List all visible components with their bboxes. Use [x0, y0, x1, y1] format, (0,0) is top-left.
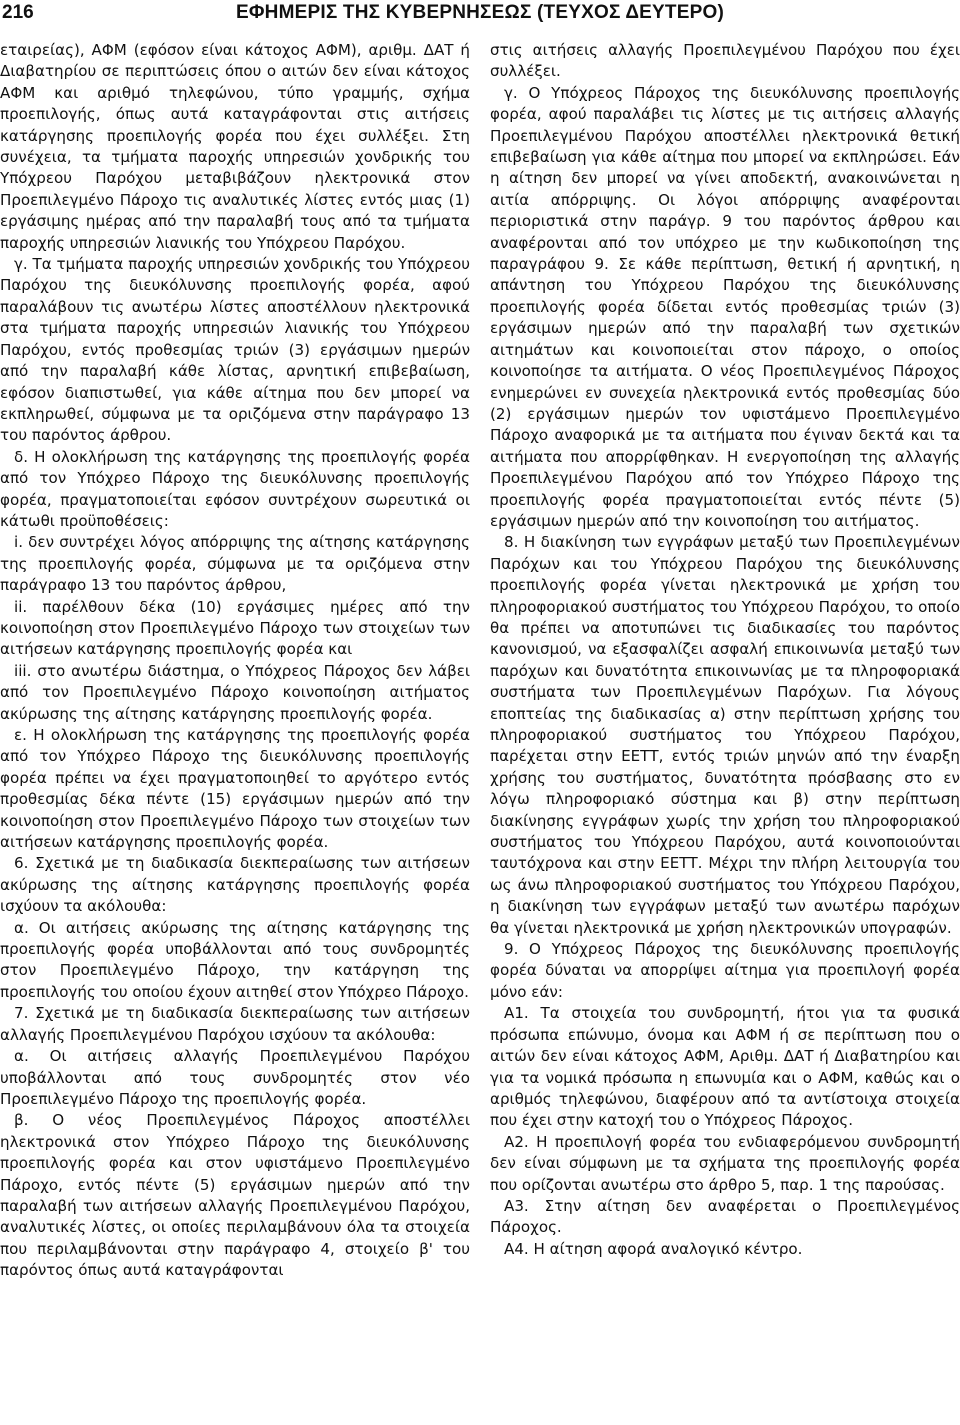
paragraph: α. Οι αιτήσεις ακύρωσης της αίτησης κατάργησης της προεπιλογής φορέα υποβάλλονται από τους συνδρομητές στον Προεπιλεγμένο Πάροχο, την κατάργηση της προεπιλογής του οποίου έχουν αιτηθεί στον Υπόχρεο Πάροχο. [0, 918, 470, 1001]
paragraph: α. Οι αιτήσεις αλλαγής Προεπιλεγμένου Παρόχου υποβάλλονται από τους συνδρομητές στον νέο Προεπιλεγμένο Πάροχο της προεπιλογής φορέα. [0, 1047, 470, 1108]
paragraph: Α2. Η προεπιλογή φορέα του ενδιαφερόμενου συνδρομητή δεν είναι σύμφωνη με τα σχήματα της προεπιλογής φορέα που ορίζονται ανωτέρω στο άρθρο 5, παρ. 1 της παρούσας. [490, 1132, 960, 1194]
paragraph: στις αιτήσεις αλλαγής Προεπιλεγμένου Παρόχου που έχει συλλέξει. [490, 41, 960, 81]
paragraph: 8. Η διακίνηση των εγγράφων μεταξύ των Προεπιλεγμένων Παρόχων και του Υπόχρεου Παρόχου της διευκόλυνσης προεπιλογής φορέα γίνεται ηλεκτρονικά με χρήση του πληροφοριακού συστήματος του Υπόχρεου Παρόχου, το οποίο θα πρέπει να αποτυπώνει τις διαδικασίες του παρόντος κανονισμού, να εξασφαλίζει ασφαλή επικοινωνία μεταξύ των παρόχων και δυνατότητα επικοινωνίας με τα πληροφοριακά συστήματα των Προεπιλεγμένων Παρόχων. Για λόγους εποπτείας της διαδικασίας α) στην περίπτωση χρήσης του πληροφοριακού συστήματος του Υπόχρεου Παρόχου, παρέχεται στην ΕΕΤΤ, εντός τριών μηνών από την έναρξη χρήσης του συστήματος, δυνατότητα πρόσβασης στο εν λόγω πληροφοριακό σύστημα και β) στην περίπτωση διακίνησης εγγράφων χωρίς την χρήση του πληροφοριακού συστήματος του Υπόχρεου Παρόχου, αυτά κοινοποιούνται ταυτόχρονα και στην ΕΕΤΤ. Μέχρι την πλήρη λειτουργία του ως άνω πληροφοριακού συστήματος του Υπόχρεου Παρόχου, η διακίνηση των εγγράφων μεταξύ των ανωτέρω παρόχων θα γίνεται ηλεκτρονικά με χρήση ηλεκτρονικών υπογραφών. [490, 533, 960, 937]
right-column [490, 40, 960, 1425]
paragraph: iii. στο ανωτέρω διάστημα, ο Υπόχρεος Πάροχος δεν λάβει από τον Προεπιλεγμένο Πάροχο κοινοποίηση αιτήματος ακύρωσης της αίτησης κατάργησης προεπιλογής φορέα. [0, 661, 470, 723]
paragraph: δ. Η ολοκλήρωση της κατάργησης της προεπιλογής φορέα από τον Υπόχρεο Πάροχο της διευκόλυνσης προεπιλογής φορέα, πραγματοποιείται εφόσον συντρέχουν σωρευτικά οι κάτωθι προϋποθέσεις: [0, 447, 470, 530]
paragraph: ε. Η ολοκλήρωση της κατάργησης της προεπιλογής φορέα από τον Υπόχρεο Πάροχο της διευκόλυνσης προεπιλογής φορέα πρέπει να έχει πραγματοποιηθεί το αργότερο εντός προθεσμίας δέκα πέντε (15) εργάσιμων ημερών από την κοινοποίηση στον Προεπιλεγμένο Πάροχο των στοιχείων των αιτήσεων κατάργησης προεπιλογής φορέα. [0, 726, 470, 852]
paragraph: 7. Σχετικά με τη διαδικασία διεκπεραίωσης των αιτήσεων αλλαγής Προεπιλεγμένου Παρόχου ισχύουν τα ακόλουθα: [0, 1004, 470, 1044]
paragraph: β. Ο νέος Προεπιλεγμένος Πάροχος αποστέλλει ηλεκτρονικά στον Υπόχρεο Πάροχο της διευκόλυνσης προεπιλογής φορέα και στον υφιστάμενο Προεπιλεγμένο Πάροχο, εντός πέντε (5) εργάσιμων ημερών από την παραλαβή των αιτήσεων αλλαγής Προεπιλεγμένου Παρόχου, αναλυτικές λίστες, οι οποίες περιλαμβάνουν όλα τα στοιχεία που περιλαμβάνονται στην παράγραφο 4, στοιχείο β' του παρόντος όπως αυτά καταγράφονται [0, 1111, 470, 1280]
paragraph: 9. Ο Υπόχρεος Πάροχος της διευκόλυνσης προεπιλογής φορέα δύναται να απορρίψει αίτημα για προεπιλογή φορέα μόνο εάν: [490, 940, 960, 1001]
paragraph: i. δεν συντρέχει λόγος απόρριψης της αίτησης κατάργησης της προεπιλογής φορέα, σύμφωνα με τα οριζόμενα στην παράγραφο 13 του παρόντος άρθρου, [0, 533, 470, 595]
paragraph: Α1. Τα στοιχεία του συνδρομητή, ήτοι για τα φυσικά πρόσωπα επώνυμο, όνομα και ΑΦΜ ή σε περίπτωση που ο αιτών δεν είναι κάτοχος ΑΦΜ, Αριθμ. ΔΑΤ ή Διαβατηρίου και για τα νομικά πρόσωπα η επωνυμία και ο ΑΦΜ, καθώς και ο αριθμός τηλεφώνου, διαφέρουν από τα αντίστοιχα στοιχεία που έχει στην κατοχή του ο Υπόχρεος Πάροχος. [490, 1004, 960, 1130]
paragraph: ii. παρέλθουν δέκα (10) εργάσιμες ημέρες από την κοινοποίηση στον Προεπιλεγμένο Πάροχο των στοιχείων των αιτήσεων κατάργησης προεπιλογής φορέα και [0, 597, 470, 659]
paragraph: Α3. Στην αίτηση δεν αναφέρεται ο Προεπιλεγμένος Πάροχος. [490, 1196, 960, 1237]
paragraph: γ. Τα τμήματα παροχής υπηρεσιών χονδρικής του Υπόχρεου Παρόχου της διευκόλυνσης προεπιλογής φορέα, αφού παραλάβουν τις ανωτέρω λίστες αποστέλλουν ηλεκτρονικά στα τμήματα παροχής υπηρεσιών λιανικής του Υπόχρεου Παρόχου, εντός προθεσμίας τριών (3) εργάσιμων ημερών από την παραλαβή κάθε λίστας, αρνητική επιβεβαίωση, εφόσον διαπιστωθεί, για κάθε αίτημα που δεν μπορεί να εκπληρωθεί, σύμφωνα με τα οριζόμενα στην παράγραφο 13 του παρόντος άρθρου. [0, 255, 470, 445]
paragraph: Α4. Η αίτηση αφορά αναλογικό κέντρο. [504, 1239, 803, 1258]
page-header [0, 0, 960, 36]
gazette-title: ΕΦΗΜΕΡΙΣ ΤΗΣ ΚΥΒΕΡΝΗΣΕΩΣ (ΤΕΥΧΟΣ ΔΕΥΤΕΡΟ) [236, 2, 724, 23]
left-column [0, 40, 470, 1425]
paragraph: εταιρείας), ΑΦΜ (εφόσον είναι κάτοχος ΑΦΜ), αριθμ. ΔΑΤ ή Διαβατηρίου σε περιπτώσεις όπου ο αιτών δεν είναι κάτοχος ΑΦΜ και αριθμό τηλεφώνου, τύπο γραμμής, σχήμα προεπιλογής, όπως αυτά καταγράφονται στις αιτήσεις κατάργησης προεπιλογής φορέα που έχει συλλέξει. Στη συνέχεια, τα τμήματα παροχής υπηρεσιών χονδρικής του Υπόχρεου Παρόχου μεταβιβάζουν ηλεκτρονικά στον Προεπιλεγμένο Πάροχο τις αναλυτικές λίστες εντός μιας (1) εργάσιμης ημέρας από την παραλαβή τους από τα τμήματα παροχής υπηρεσιών λιανικής του Υπόχρεου Παρόχου. [0, 41, 470, 252]
paragraph: γ. Ο Υπόχρεος Πάροχος της διευκόλυνσης προεπιλογής φορέα, αφού παραλάβει τις λίστες με τις αιτήσεις αλλαγής Προεπιλεγμένου Παρόχου αποστέλλει ηλεκτρονικά θετική επιβεβαίωση για κάθε αίτημα που μπορεί να εκπληρώσει. Εάν η αίτηση δεν μπορεί να γίνει αποδεκτή, ανακοινώνεται η αιτία απόρριψης. Οι λόγοι απόρριψης αναφέρονται περιοριστικά στην παράγρ. 9 του παρόντος άρθρου και αναφέρονται από τον υπόχρεο με την κωδικοποίηση της παραγράφου 9. Σε κάθε περίπτωση, θετική ή αρνητική, η απάντηση του Υπόχρεου Παρόχου της διευκόλυνσης προεπιλογής φορέα δίδεται εντός προθεσμίας τριών (3) εργάσιμων ημερών από την παραλαβή των σχετικών αιτημάτων και κοινοποιείται στον πάροχο, ο οποίος κοινοποίησε τα αιτήματα. Ο νέος Προεπιλεγμένος Πάροχος ενημερώνει εν συνεχεία ηλεκτρονικά εντός προθεσμίας δύο (2) εργάσιμων ημερών τον υφιστάμενο Προεπιλεγμένο Πάροχο αναφορικά με τα αιτήματα που έγιναν δεκτά και τα αιτήματα που απορρίφθηκαν. Η ενεργοποίηση της αλλαγής Προεπιλεγμένου Παρόχου από τον Υπόχρεο Πάροχο της προεπιλογής φορέα πραγματοποιείται εντός πέντε (5) εργάσιμων ημερών από την κοινοποίηση του αιτήματος. [490, 83, 960, 530]
paragraph: 6. Σχετικά με τη διαδικασία διεκπεραίωσης των αιτήσεων ακύρωσης της αίτησης κατάργησης προεπιλογής φορέα ισχύουν τα ακόλουθα: [0, 854, 470, 916]
page-number: 216 [2, 2, 34, 23]
